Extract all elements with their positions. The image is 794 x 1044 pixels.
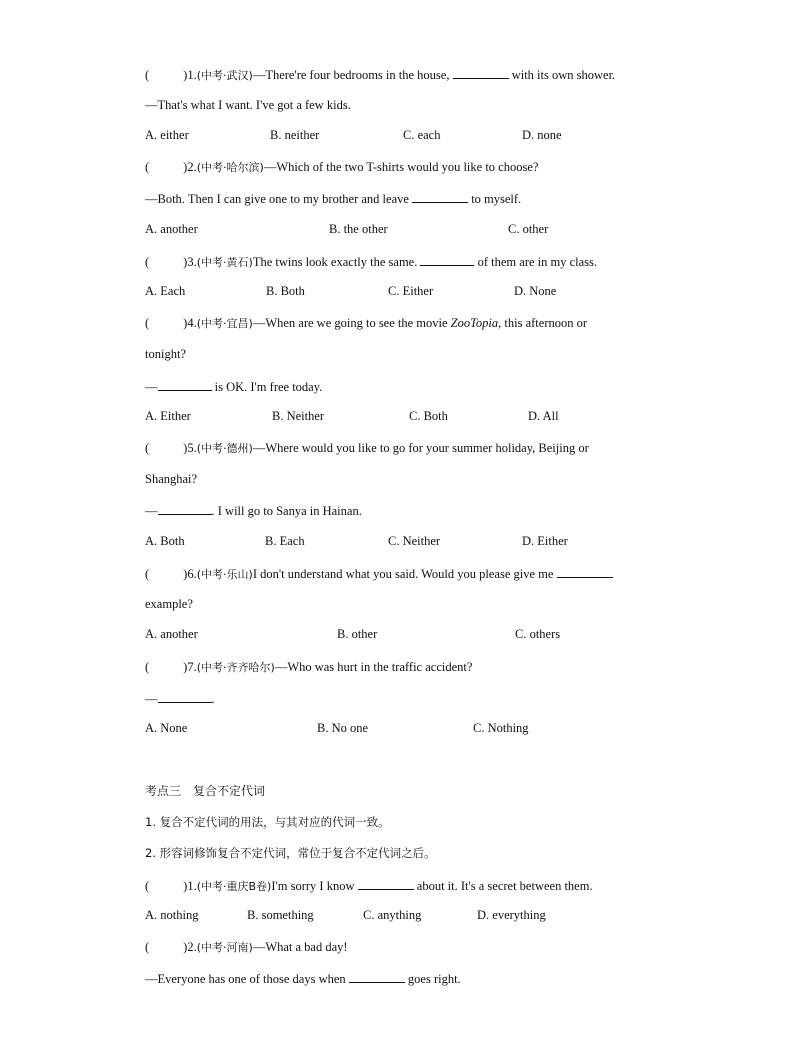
answer-blank	[557, 565, 613, 578]
answer-blank	[158, 690, 212, 703]
question-2	[145, 159, 677, 176]
answer-blank	[412, 190, 468, 203]
question-1	[145, 66, 677, 84]
question-5	[145, 440, 677, 457]
option-a: A. nothing	[145, 908, 199, 922]
option-a: A. another	[145, 627, 198, 641]
question-5-cont: Shanghai?	[145, 472, 198, 486]
rule-1: 1. 复合不定代词的用法，与其对应的代词一致。	[145, 815, 390, 829]
option-b: B. something	[247, 908, 314, 922]
question-source: (中考·德州)	[196, 442, 253, 455]
answer-paren: (	[145, 68, 150, 82]
section3-question-1	[145, 877, 677, 895]
question-text: —Which of the two T-shirts would you like to choose?	[263, 160, 539, 174]
option-b: B. neither	[270, 128, 320, 142]
question-text: about it. It's a secret between them.	[413, 879, 593, 893]
reply-text: —	[145, 504, 158, 518]
option-c: C. anything	[363, 908, 422, 922]
answer-blank	[349, 970, 405, 983]
question-2-reply	[145, 190, 677, 207]
answer-paren: (	[145, 255, 150, 269]
question-number: )7.	[183, 660, 197, 674]
reply-text: to myself.	[468, 192, 522, 206]
option-b: B. the other	[329, 222, 388, 236]
question-6	[145, 565, 677, 583]
question-7-reply	[145, 690, 677, 707]
option-c: C. Neither	[388, 534, 441, 548]
question-number: )5.	[183, 441, 197, 455]
section3-question-2-reply	[145, 970, 677, 987]
question-source: (中考·宜昌)	[196, 317, 253, 330]
question-number: )2.	[183, 160, 197, 174]
option-a: A. Each	[145, 284, 186, 298]
answer-blank	[453, 66, 509, 79]
question-1-reply: —That's what I want. I've got a few kids.	[145, 98, 351, 112]
rule-2: 2. 形容词修饰复合不定代词，常位于复合不定代词之后。	[145, 846, 436, 860]
question-source: (中考·河南)	[196, 941, 253, 954]
option-c: C. Both	[409, 409, 448, 423]
question-source: (中考·乐山)	[196, 568, 253, 581]
question-4	[145, 315, 677, 332]
reply-text: . I will go to Sanya in Hainan.	[211, 504, 362, 518]
question-source: (中考·黄石)	[196, 256, 253, 269]
option-a: A. either	[145, 128, 189, 142]
answer-paren: (	[145, 660, 150, 674]
question-source: (中考·武汉)	[196, 69, 253, 82]
question-number: )6.	[183, 567, 197, 581]
option-a: A. another	[145, 222, 198, 236]
option-c: C. each	[403, 128, 441, 142]
question-source: (中考·哈尔滨)	[196, 161, 264, 174]
reply-text: .	[211, 692, 215, 706]
question-6-cont: example?	[145, 597, 193, 611]
option-a: A. None	[145, 721, 188, 735]
question-5-reply	[145, 502, 677, 519]
option-b: B. Each	[265, 534, 305, 548]
question-4-cont: tonight?	[145, 347, 186, 361]
answer-paren: (	[145, 441, 150, 455]
question-number: )2.	[183, 940, 197, 954]
answer-blank	[358, 877, 414, 890]
question-text: with its own shower.	[508, 68, 616, 82]
option-c: C. Either	[388, 284, 434, 298]
question-text: The twins look exactly the same.	[252, 255, 421, 269]
question-number: )3.	[183, 255, 197, 269]
option-a: A. Both	[145, 534, 185, 548]
option-d: D. All	[528, 409, 559, 423]
question-text: I'm sorry I know	[271, 879, 358, 893]
question-text: I don't understand what you said. Would you please give me	[252, 567, 557, 581]
option-a: A. Either	[145, 409, 191, 423]
question-text: —What a bad day!	[252, 940, 348, 954]
option-c: C. other	[508, 222, 549, 236]
option-c: C. Nothing	[473, 721, 529, 735]
option-d: D. Either	[522, 534, 568, 548]
section3-question-2	[145, 939, 677, 956]
answer-paren: (	[145, 316, 150, 330]
option-b: B. Both	[266, 284, 305, 298]
answer-blank	[420, 253, 474, 266]
question-text: —When are we going to see the movie	[252, 316, 451, 330]
option-c: C. others	[515, 627, 561, 641]
question-text: this afternoon or	[501, 316, 588, 330]
answer-paren: (	[145, 879, 150, 893]
question-3	[145, 253, 677, 271]
question-source: (中考·重庆B卷)	[196, 880, 272, 893]
question-text: —Who was hurt in the traffic accident?	[274, 660, 473, 674]
question-text: of them are in my class.	[474, 255, 598, 269]
option-d: D. everything	[477, 908, 546, 922]
question-7	[145, 659, 677, 676]
answer-paren: (	[145, 940, 150, 954]
answer-paren: (	[145, 160, 150, 174]
movie-title: ZooTopia,	[450, 316, 502, 330]
reply-text: goes right.	[404, 972, 461, 986]
option-b: B. No one	[317, 721, 369, 735]
answer-blank	[158, 378, 212, 391]
reply-text: —Everyone has one of those days when	[145, 972, 349, 986]
option-b: B. other	[337, 627, 378, 641]
answer-paren: (	[145, 567, 150, 581]
question-source: (中考·齐齐哈尔)	[196, 661, 275, 674]
reply-text: is OK. I'm free today.	[211, 380, 323, 394]
option-d: D. none	[522, 128, 562, 142]
section-heading: 考点三 复合不定代词	[145, 784, 266, 798]
reply-text: —	[145, 692, 158, 706]
question-text: —Where would you like to go for your summer holiday, Beijing or	[252, 441, 589, 455]
reply-text: —Both. Then I can give one to my brother and leave	[145, 192, 413, 206]
reply-text: —	[145, 380, 158, 394]
question-number: )4.	[183, 316, 197, 330]
question-4-reply	[145, 378, 677, 395]
answer-blank	[158, 502, 212, 515]
option-b: B. Neither	[272, 409, 325, 423]
option-d: D. None	[514, 284, 557, 298]
question-text: —There're four bedrooms in the house,	[252, 68, 453, 82]
question-number: )1.	[183, 68, 197, 82]
question-number: )1.	[183, 879, 197, 893]
